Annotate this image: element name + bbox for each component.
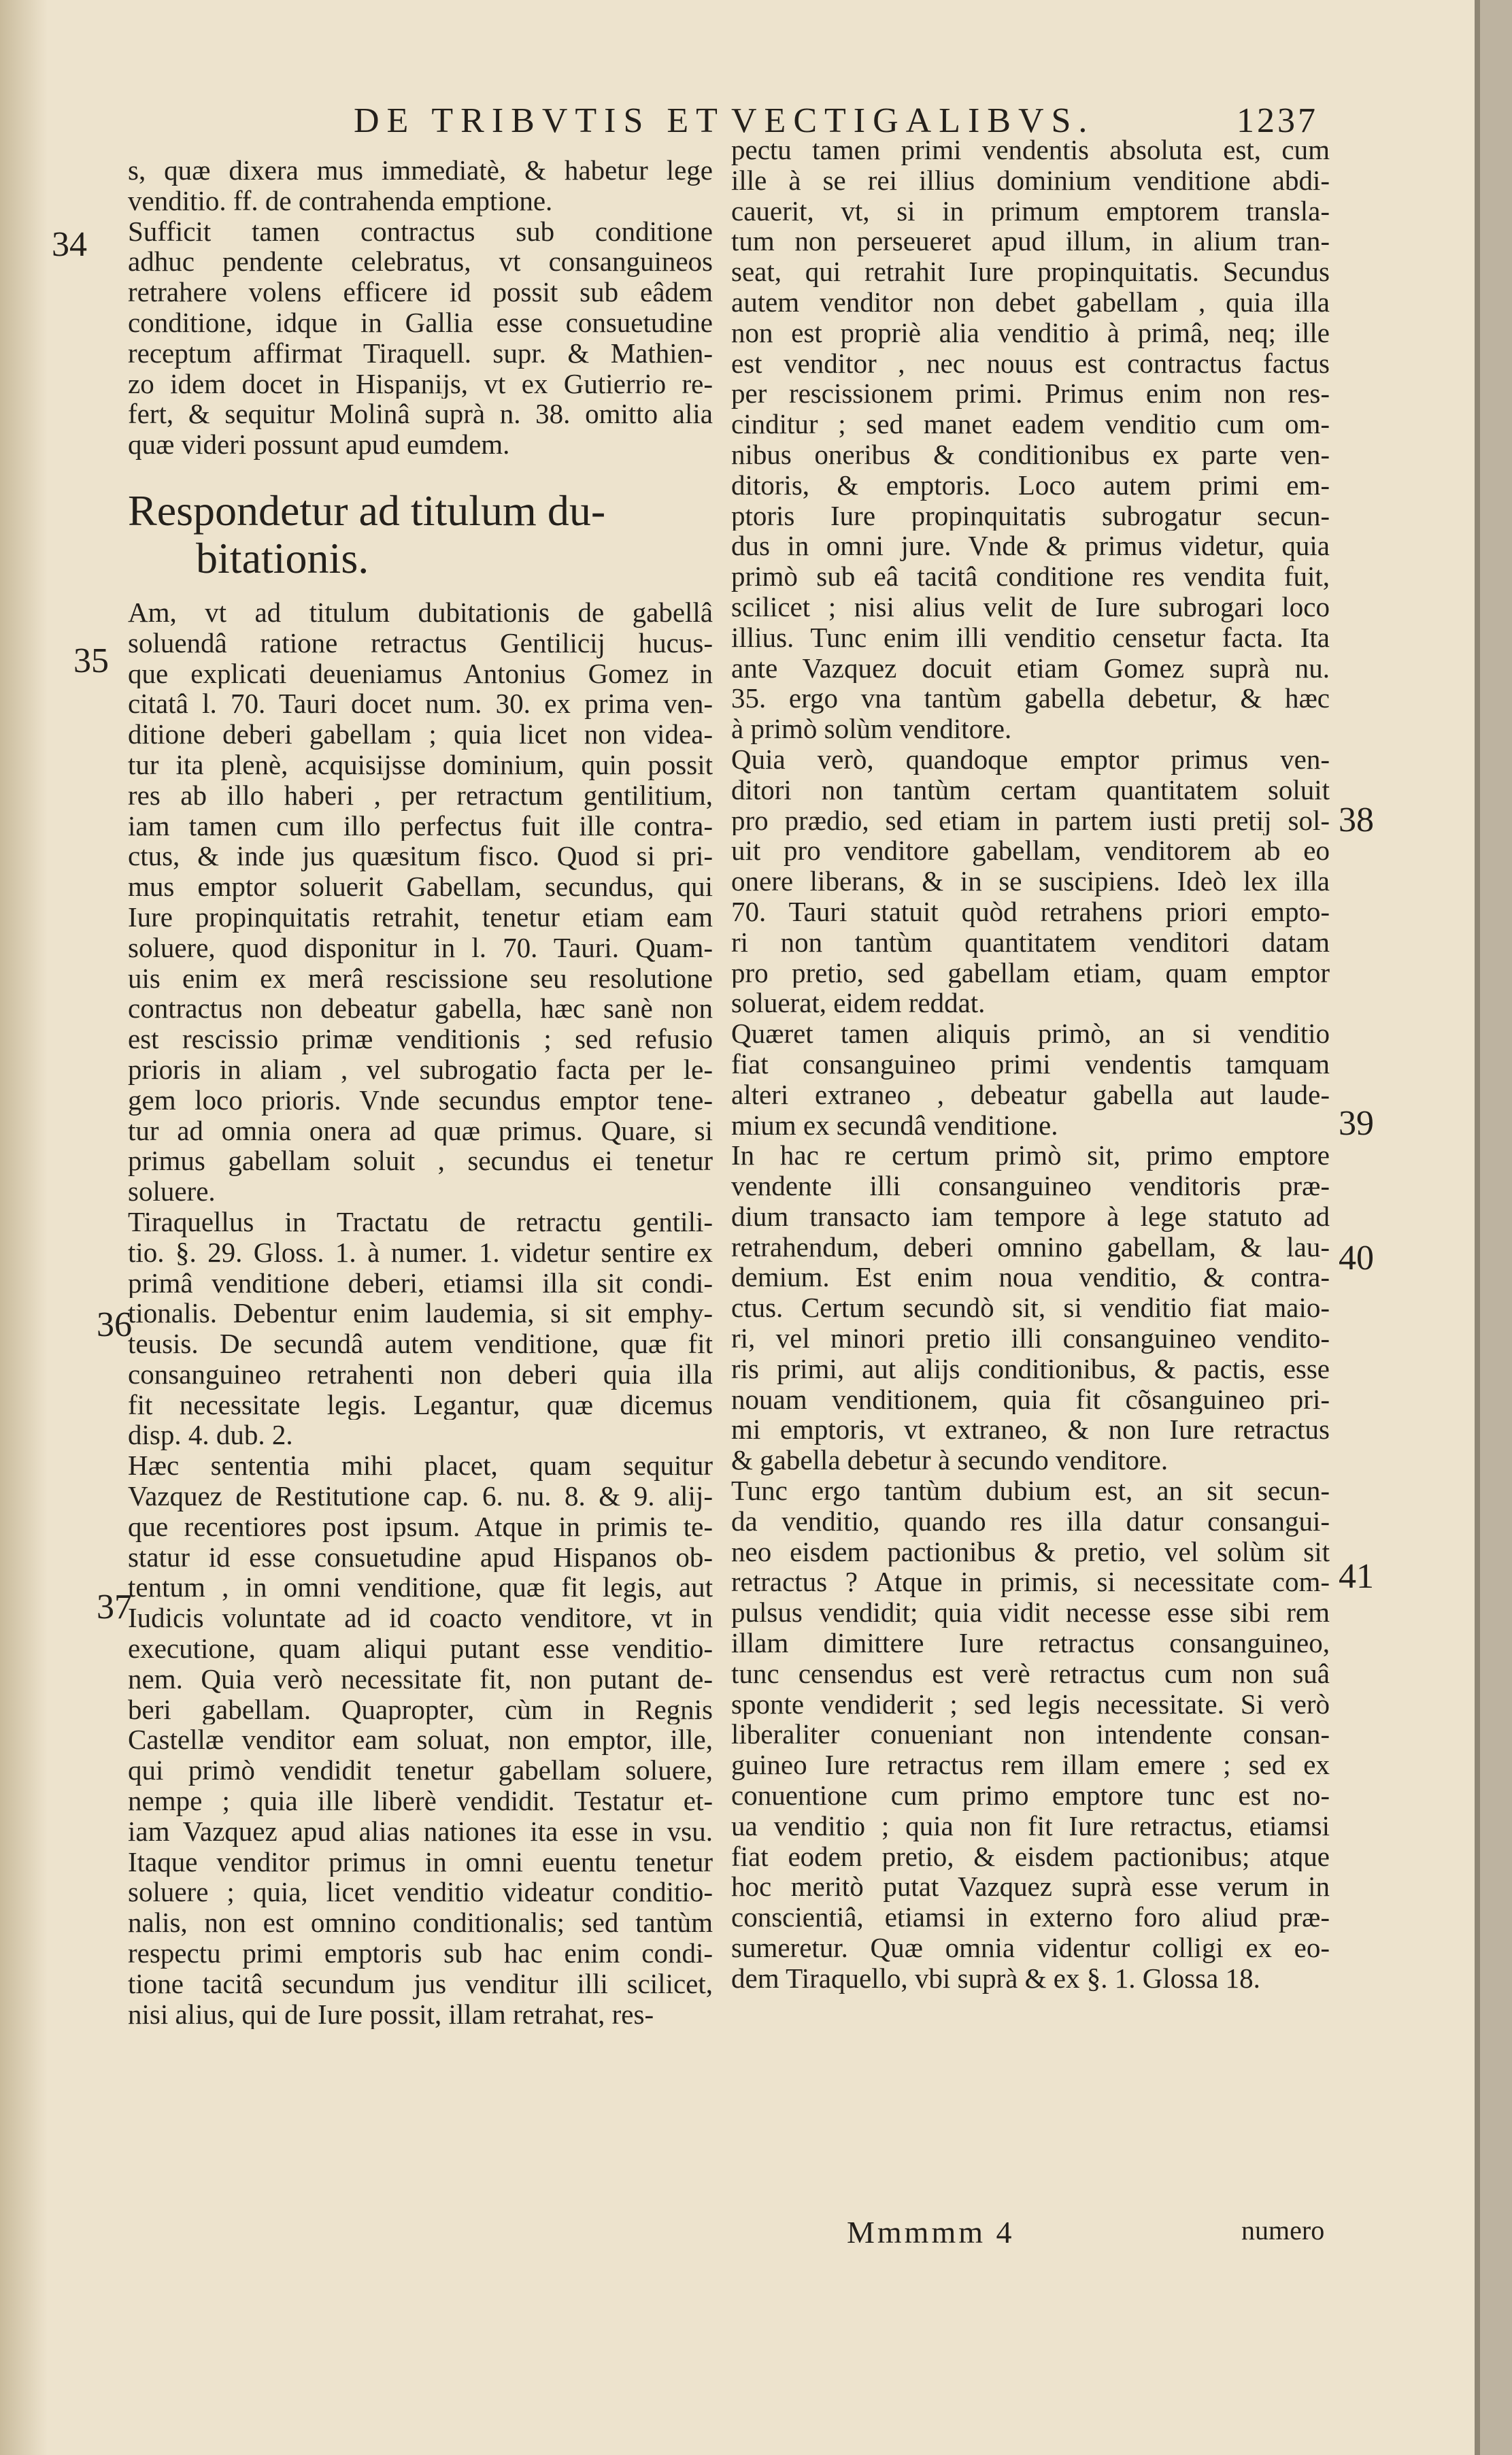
text-line: dium transacto iam tempore à lege statuto ad (731, 1201, 1330, 1232)
text-line: s, quæ dixera mus immediatè, & habetur lege (128, 155, 713, 186)
text-line: alteri extraneo , debeatur gabella aut laude- (731, 1079, 1330, 1110)
text-line: retractus ? Atque in primis, si necessitate com- (731, 1567, 1330, 1598)
text-line: mus emptor soluerit Gabellam, secundus, qui (128, 871, 713, 902)
text-line: nibus oneribus & conditionibus ex parte ven- (731, 439, 1330, 470)
text-line: soluere ; quia, licet venditio videatur conditio- (128, 1877, 713, 1908)
text-line: fiat eodem pretio, & eisdem pactionibus; atque (731, 1841, 1330, 1872)
text-line: Am, vt ad titulum dubitationis de gabellâ (128, 597, 713, 628)
text-line: sumeretur. Quæ omnia videntur colligi ex eo- (731, 1933, 1330, 1963)
right-column (731, 135, 1330, 1994)
page-edge-shadow (1475, 0, 1480, 2455)
text-line: mium ex secundâ venditione. (731, 1109, 1058, 1141)
text-line: venditio. ff. de contrahenda emptione. (128, 185, 553, 216)
text-line: quæ videri possunt apud eumdem. (128, 429, 510, 460)
page-edge (1475, 0, 1512, 2455)
text-line: respectu primi emptoris sub hac enim condi- (128, 1938, 713, 1969)
text-line: conditione, idque in Gallia esse consuetudine (128, 307, 713, 338)
page-number: 1237 (1237, 101, 1318, 140)
text-line: ptoris Iure propinquitatis subrogatur secun- (731, 500, 1330, 531)
text-line: soluerat, eidem reddat. (731, 988, 986, 1019)
text-line: res ab illo haberi , per retractum gentilitium, (128, 780, 713, 811)
text-line: nisi alius, qui de Iure possit, illam retrahat, res- (128, 1999, 654, 2030)
text-line: fit necessitate legis. Legantur, quæ dicemus (128, 1389, 713, 1420)
text-line: ditoris, & emptoris. Loco autem primi em- (731, 469, 1330, 501)
running-head-left: DE TRIBVTIS ET (354, 101, 725, 140)
text-line: fert, & sequitur Molinâ suprà n. 38. omitto alia (128, 399, 713, 430)
text-line: sponte vendiderit ; sed legis necessitate. Si verò (731, 1688, 1330, 1720)
section-heading-line-1: Respondetur ad titulum du- (128, 486, 606, 535)
text-line: guineo Iure retractus rem illam emere ; sed ex (731, 1750, 1330, 1781)
left-column (128, 155, 713, 2029)
text-line: 35. ergo vna tantùm gabella debetur, & hæc (731, 683, 1330, 714)
text-line: Iure propinquitatis retrahit, tenetur etiam eam (128, 901, 713, 933)
text-line: hoc meritò putat Vazquez suprà esse verum in (731, 1871, 1330, 1903)
text-line: disp. 4. dub. 2. (128, 1420, 293, 1451)
text-line: retrahere volens efficere id possit sub eâdem (128, 277, 713, 307)
signature-mark: Mmmmm 4 (847, 2215, 1015, 2250)
text-line: In hac re certum primò sit, primo emptore (731, 1140, 1330, 1171)
text-line: Iudicis voluntate ad id coacto venditore, vt in (128, 1603, 713, 1634)
text-line: Sufficit tamen contractus sub conditione (128, 216, 713, 247)
right-column-body-text (731, 135, 1330, 1994)
text-line: pro pretio, sed gabellam etiam, quam emptor (731, 957, 1330, 988)
text-line: primò sub eâ tacitâ conditione res vendita fuit, (731, 561, 1330, 592)
text-line: Itaque venditor primus in omni euentu tenetur (128, 1846, 713, 1877)
catchword: numero (1241, 2215, 1325, 2245)
text-line: mi emptoris, vt extraneo, & non Iure retractus (731, 1414, 1330, 1446)
text-line: teusis. De secundâ autem venditione, quæ fit (128, 1329, 713, 1359)
text-line: cinditur ; sed manet eadem venditio cum om- (731, 409, 1330, 439)
text-line: iam Vazquez apud alias nationes ita esse in vsu. (128, 1816, 713, 1847)
page-gutter (0, 0, 48, 2455)
margin-number: 40 (1339, 1239, 1374, 1277)
text-line: zo idem docet in Hispanijs, vt ex Gutierrio re- (128, 368, 713, 399)
text-line: ditori non tantùm certam quantitatem soluit (731, 774, 1330, 805)
text-line: consanguineo retrahenti non deberi quia illa (128, 1358, 713, 1390)
text-line: nouam venditionem, quia fit cõsanguineo pri- (731, 1384, 1330, 1415)
text-line: ri non tantùm quantitatem venditori datam (731, 926, 1330, 958)
text-line: soluere, quod disponitur in l. 70. Tauri. Quam- (128, 932, 713, 963)
text-line: tionalis. Debentur enim laudemia, si sit emphy- (128, 1298, 713, 1329)
text-line: non est propriè alia venditio à primâ, neq; ille (731, 317, 1330, 348)
text-line: Quia verò, quandoque emptor primus ven- (731, 744, 1330, 775)
text-line: tur ita plenè, acquisijsse dominium, quin possit (128, 749, 713, 780)
text-line: dem Tiraquello, vbi suprà & ex §. 1. Glossa 18. (731, 1963, 1260, 1994)
text-line: que recentiores post ipsum. Atque in primis te- (128, 1511, 713, 1542)
text-line: ille à se rei illius dominium venditione abdi- (731, 165, 1330, 196)
text-line: pro prædio, sed etiam in partem iusti pretij sol- (731, 805, 1330, 836)
text-line: iam tamen cum illo perfectus fuit ille contra- (128, 810, 713, 841)
text-line: neo eisdem pactionibus & pretio, vel solùm sit (731, 1536, 1330, 1567)
text-line: 70. Tauri statuit quòd retrahens priori empto- (731, 896, 1330, 927)
text-line: tum non perseueret apud illum, in alium tran- (731, 226, 1330, 257)
margin-number: 34 (52, 225, 87, 264)
text-line: contractus non debeatur gabella, hæc sanè non (128, 993, 713, 1024)
text-line: tur ad omnia onera ad quæ primus. Quare, si (128, 1115, 713, 1146)
text-line: tunc censendus est verè retractus cum non suâ (731, 1658, 1330, 1689)
text-line: receptum affirmat Tiraquell. supr. & Mathien- (128, 337, 713, 369)
text-line: nempe ; quia ille liberè vendidit. Testatur et- (128, 1786, 713, 1816)
text-line: executione, quam aliqui putant esse venditio- (128, 1633, 713, 1664)
text-line: ctus, & inde jus quæsitum fisco. Quod si pri- (128, 841, 713, 872)
margin-number: 36 (97, 1305, 132, 1344)
text-line: uis enim ex merâ rescissione seu resolutione (128, 963, 713, 994)
text-line: adhuc pendente celebratus, vt consanguineos (128, 246, 713, 278)
text-line: per rescissionem primi. Primus enim non res- (731, 378, 1330, 410)
text-line: ditione deberi gabellam ; quia licet non videa- (128, 719, 713, 750)
text-line: demium. Est enim noua venditio, & contra- (731, 1262, 1330, 1293)
margin-number: 38 (1339, 801, 1374, 839)
left-column-body-text (128, 597, 713, 2029)
text-line: retrahendum, deberi omnino gabellam, & lau- (731, 1231, 1330, 1263)
text-line: est venditor , nec nouus est contractus factus (731, 348, 1330, 379)
text-line: da venditio, quando res illa datur consangui- (731, 1505, 1330, 1537)
text-line: tione tacitâ secundum jus venditur illi scilicet, (128, 1968, 713, 1999)
text-line: ris primi, aut alijs conditionibus, & pactis, esse (731, 1353, 1330, 1384)
text-line: vendente illi consanguineo venditoris præ- (731, 1171, 1330, 1201)
text-line: Tiraquellus in Tractatu de retractu gentili- (128, 1206, 713, 1237)
text-line: seat, qui retrahit Iure propinquitatis. Secundus (731, 256, 1330, 287)
text-line: ri, vel minori pretio illi consanguineo vendito- (731, 1323, 1330, 1354)
section-heading-line-2: bitationis. (196, 533, 369, 582)
text-line: primus gabellam soluit , secundus ei tenetur (128, 1146, 713, 1177)
text-line: uit pro venditore gabellam, venditorem ab eo (731, 835, 1330, 867)
section-heading (128, 487, 713, 582)
margin-number: 41 (1339, 1557, 1374, 1596)
text-line: Vazquez de Restitutione cap. 6. nu. 8. & 9. alij- (128, 1481, 713, 1512)
text-line: nem. Quia verò necessitate fit, non putant de- (128, 1663, 713, 1694)
text-line: illam dimittere Iure retractus consanguineo, (731, 1628, 1330, 1658)
text-line: tio. §. 29. Gloss. 1. à numer. 1. videtur sentire ex (128, 1237, 713, 1268)
text-line: liberaliter conueniant non intendente consan- (731, 1719, 1330, 1750)
text-line: pulsus vendidit; quia vidit necesse esse sibi rem (731, 1597, 1330, 1629)
text-line: prioris in aliam , vel subrogatio facta per le- (128, 1054, 713, 1085)
text-line: est rescissio primæ venditionis ; sed refusio (128, 1024, 713, 1054)
margin-number: 37 (97, 1588, 132, 1626)
text-line: conuentione cum primo emptore tunc est no- (731, 1780, 1330, 1811)
text-line: qui primò vendidit tenetur gabellam soluere, (128, 1755, 713, 1786)
margin-number: 35 (73, 641, 109, 680)
text-line: fiat consanguineo primi vendentis tamquam (731, 1048, 1330, 1080)
text-line: & gabella debetur à secundo venditore. (731, 1445, 1169, 1476)
text-line: Hæc sententia mihi placet, quam sequitur (128, 1450, 713, 1482)
text-line: onere liberans, & in se suscipiens. Ideò lex illa (731, 866, 1330, 897)
text-line: nalis, non est omnino conditionalis; sed tantùm (128, 1907, 713, 1939)
text-line: autem venditor non debet gabellam , quia illa (731, 286, 1330, 318)
text-line: que explicati deueniamus Antonius Gomez in (128, 658, 713, 689)
text-line: citatâ l. 70. Tauri docet num. 30. ex prima ven- (128, 688, 713, 720)
text-line: primâ venditione deberi, etiamsi illa sit condi- (128, 1267, 713, 1299)
text-line: à primò solùm venditore. (731, 714, 1012, 744)
text-line: soluere. (128, 1176, 216, 1207)
text-line: Castellæ venditor eam soluat, non emptor, ille, (128, 1724, 713, 1756)
text-line: Tunc ergo tantùm dubium est, an sit secun- (731, 1475, 1330, 1506)
text-line: scilicet ; nisi alius velit de Iure subrogari loco (731, 591, 1330, 622)
text-line: Quæret tamen aliquis primò, an si venditio (731, 1018, 1330, 1049)
margin-number: 39 (1339, 1104, 1374, 1143)
text-line: statur id esse consuetudine apud Hispanos ob- (128, 1541, 713, 1573)
text-line: pectu tamen primi vendentis absoluta est, cum (731, 135, 1330, 165)
text-line: cauerit, vt, si in primum emptorem transla- (731, 195, 1330, 227)
text-line: tentum , in omni venditione, quæ fit legis, aut (128, 1572, 713, 1603)
text-line: beri gabellam. Quapropter, cùm in Regnis (128, 1694, 713, 1725)
text-line: illius. Tunc enim illi venditio censetur facta. Ita (731, 622, 1330, 653)
left-column-top-text (128, 155, 713, 460)
running-head-right: VECTIGALIBVS. (731, 101, 1095, 140)
text-line: soluendâ ratione retractus Gentilicij hucus- (128, 627, 713, 658)
text-line: ctus. Certum secundò sit, si venditio fiat maio- (731, 1292, 1330, 1324)
text-line: gem loco prioris. Vnde secundus emptor tene- (128, 1084, 713, 1116)
text-line: conscientiâ, etiamsi in externo foro aliud præ- (731, 1902, 1330, 1933)
text-line: ante Vazquez docuit etiam Gomez suprà nu. (731, 652, 1330, 684)
text-line: ua venditio ; quia non fit Iure retractus, etiamsi (731, 1810, 1330, 1841)
text-line: dus in omni jure. Vnde & primus videtur, quia (731, 531, 1330, 562)
